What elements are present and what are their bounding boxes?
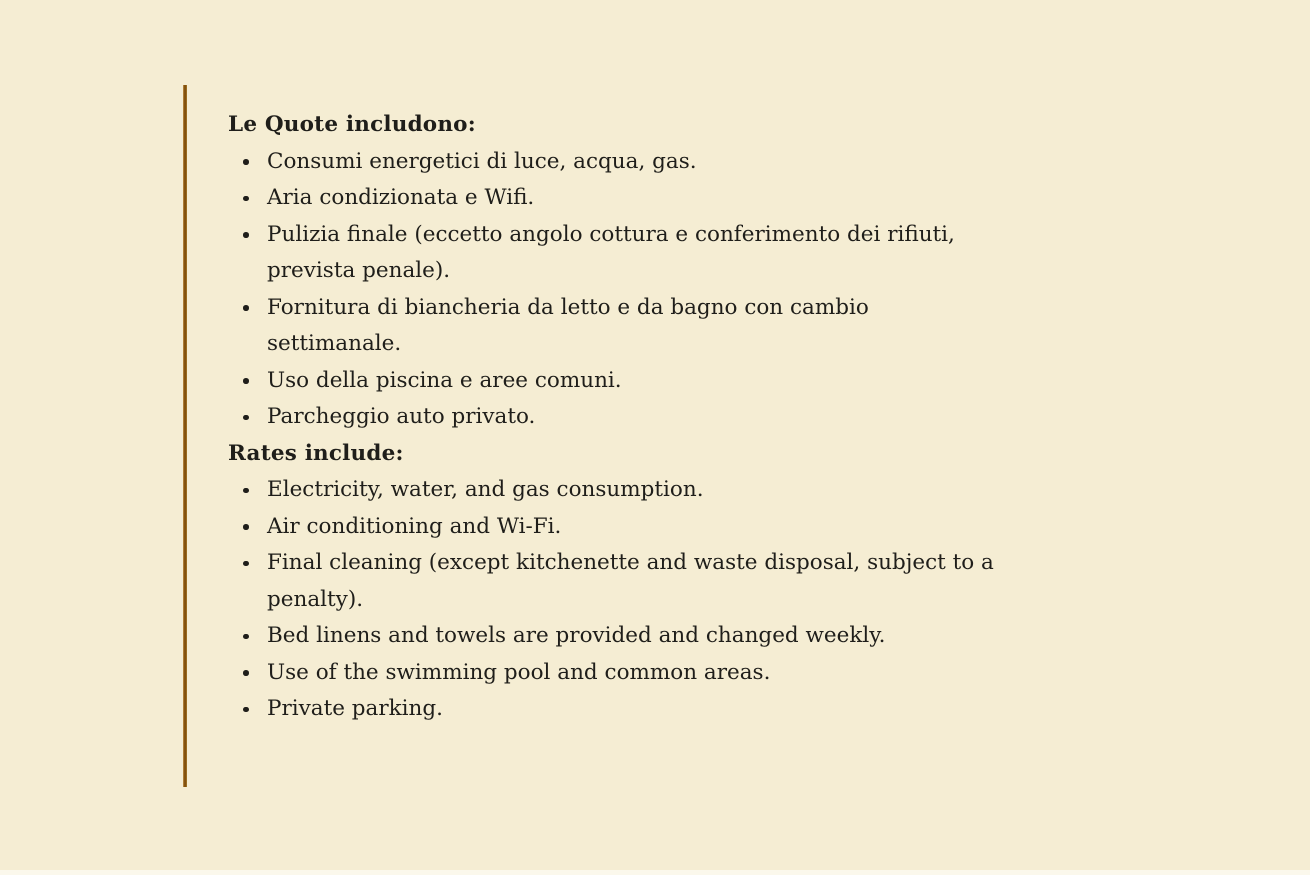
list-item xyxy=(228,618,1188,655)
section-heading-italian: Le Quote includono: xyxy=(228,112,476,137)
section-heading-english: Rates include: xyxy=(228,440,404,466)
list-item-text: Fornitura di biancheria da letto e da bagno con cambio settimanale. xyxy=(267,294,869,356)
list-item xyxy=(228,691,1188,728)
list-item xyxy=(228,509,1188,546)
list-item xyxy=(228,545,1188,618)
list-item-text: Pulizia finale (eccetto angolo cottura e conferimento dei rifiuti, prevista penale). xyxy=(267,221,955,283)
list-item xyxy=(228,655,1188,692)
list-item-text: Bed linens and towels are provided and changed weekly. xyxy=(267,623,886,648)
list-item-text: Aria condizionata e Wifi. xyxy=(267,185,535,210)
list-item xyxy=(228,144,1188,181)
list-item-text: Air conditioning and Wi-Fi. xyxy=(267,513,562,539)
section-italian xyxy=(228,107,1188,436)
list-item xyxy=(228,180,1188,217)
list-item xyxy=(228,363,1188,400)
list-item-text: Use of the swimming pool and common areas. xyxy=(267,659,771,685)
list-item xyxy=(228,399,1188,436)
list-item-text: Uso della piscina e aree comuni. xyxy=(267,367,622,393)
list-item xyxy=(228,217,1188,290)
section-english xyxy=(228,436,1188,728)
list-item xyxy=(228,472,1188,509)
list-item-text: Private parking. xyxy=(267,696,443,721)
accent-bar xyxy=(183,85,187,787)
bullet-list-english xyxy=(228,472,1188,728)
list-item-text: Electricity, water, and gas consumption. xyxy=(267,477,704,502)
bottom-edge-strip xyxy=(0,870,1310,875)
list-item-text: Consumi energetici di luce, acqua, gas. xyxy=(267,148,697,174)
list-item-text: Final cleaning (except kitchenette and waste disposal, subject to a penalty). xyxy=(267,550,994,612)
bullet-list-italian xyxy=(228,144,1188,436)
content xyxy=(228,107,1188,728)
list-item-text: Parcheggio auto privato. xyxy=(267,404,536,429)
list-item xyxy=(228,290,1188,363)
